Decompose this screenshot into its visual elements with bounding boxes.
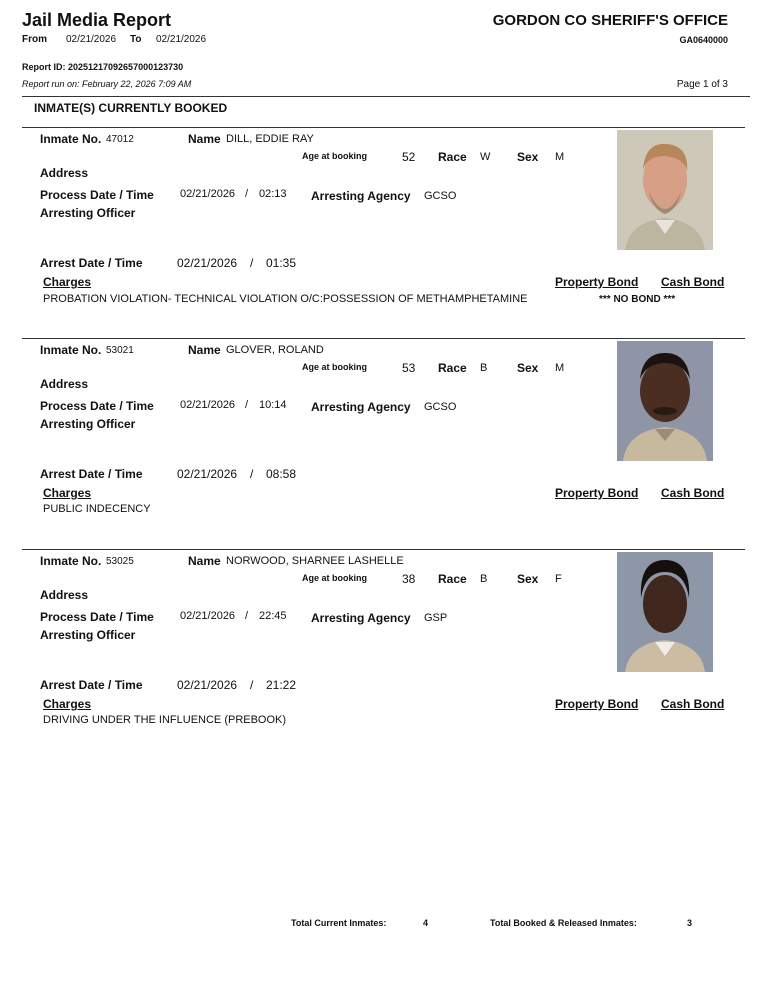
arrest-date: 02/21/2026 [177,256,238,270]
to-date: 02/21/2026 [156,34,207,45]
inmate-no-label: Inmate No. [40,132,102,146]
agency-label: Arresting Agency [311,611,411,625]
slash: / [245,399,249,411]
cash-bond-label: Cash Bond [661,697,725,711]
agency-name: GORDON CO SHERIFF'S OFFICE [492,12,728,29]
inmate-no: 47012 [106,134,134,145]
charge-text: PROBATION VIOLATION- TECHNICAL VIOLATION O/C:POSSESSION OF METHAMPHETAMINE [43,293,528,305]
process-label: Process Date / Time [40,610,154,624]
from-label: From [22,34,47,45]
arrest-label: Arrest Date / Time [40,678,143,692]
agency-value: GCSO [424,401,457,413]
officer-label: Arresting Officer [40,206,136,220]
agency-value: GSP [424,612,448,624]
process-time: 02:13 [259,188,287,200]
ori-code: GA0640000 [679,35,728,45]
address-label: Address [40,377,89,391]
slash: / [245,610,249,622]
age-label: Age at booking [302,362,367,372]
arrest-time: 08:58 [266,467,297,481]
process-date: 02/21/2026 [180,399,236,411]
race-label: Race [438,150,467,164]
arrest-label: Arrest Date / Time [40,467,143,481]
name-label: Name [188,343,221,357]
record-divider [22,549,745,550]
charge-text: PUBLIC INDECENCY [43,503,151,515]
sex-value: M [555,151,565,163]
address-label: Address [40,588,89,602]
race-value: B [480,362,488,374]
inmate-name: NORWOOD, SHARNEE LASHELLE [226,555,404,567]
name-label: Name [188,132,221,146]
inmate-no: 53025 [106,556,134,567]
slash: / [250,678,254,692]
inmate-no-label: Inmate No. [40,343,102,357]
mugshot-photo [617,552,713,672]
slash: / [250,467,254,481]
sex-label: Sex [517,361,539,375]
charge-text: DRIVING UNDER THE INFLUENCE (PREBOOK) [43,714,287,726]
age-value: 38 [402,572,416,586]
total-released-label: Total Booked & Released Inmates: [490,918,637,928]
arrest-time: 01:35 [266,256,297,270]
process-time: 22:45 [259,610,287,622]
mugshot-photo [617,341,713,461]
property-bond-label: Property Bond [555,275,639,289]
charges-label: Charges [43,697,92,711]
agency-label: Arresting Agency [311,400,411,414]
race-value: W [480,151,491,163]
race-value: B [480,573,488,585]
slash: / [245,188,249,200]
process-date: 02/21/2026 [180,610,236,622]
age-label: Age at booking [302,151,367,161]
record-divider [22,338,745,339]
cash-bond-label: Cash Bond [661,275,725,289]
age-value: 52 [402,150,416,164]
record-divider [22,127,745,128]
officer-label: Arresting Officer [40,417,136,431]
inmate-name: GLOVER, ROLAND [226,344,324,356]
page-number: Page 1 of 3 [676,79,728,90]
name-label: Name [188,554,221,568]
report-run: Report run on: February 22, 2026 7:09 AM [22,79,192,89]
process-label: Process Date / Time [40,399,154,413]
inmate-no-label: Inmate No. [40,554,102,568]
arrest-date: 02/21/2026 [177,467,238,481]
agency-value: GCSO [424,190,457,202]
total-current-value: 4 [423,918,429,928]
total-released-value: 3 [687,918,693,928]
inmate-name: DILL, EDDIE RAY [226,133,314,145]
charges-label: Charges [43,486,92,500]
age-value: 53 [402,361,416,375]
property-bond-label: Property Bond [555,697,639,711]
arrest-time: 21:22 [266,678,297,692]
mugshot-photo [617,130,713,250]
process-label: Process Date / Time [40,188,154,202]
cash-bond-label: Cash Bond [661,486,725,500]
inmate-no: 53021 [106,345,134,356]
charges-label: Charges [43,275,92,289]
property-bond-label: Property Bond [555,486,639,500]
report-title: Jail Media Report [22,10,172,30]
age-label: Age at booking [302,573,367,583]
officer-label: Arresting Officer [40,628,136,642]
arrest-label: Arrest Date / Time [40,256,143,270]
from-date: 02/21/2026 [66,34,117,45]
arrest-date: 02/21/2026 [177,678,238,692]
header-divider [22,96,750,97]
total-current-label: Total Current Inmates: [291,918,387,928]
agency-label: Arresting Agency [311,189,411,203]
process-time: 10:14 [259,399,287,411]
sex-value: F [555,573,562,585]
sex-value: M [555,362,565,374]
slash: / [250,256,254,270]
sex-label: Sex [517,150,539,164]
process-date: 02/21/2026 [180,188,236,200]
race-label: Race [438,361,467,375]
report-id: Report ID: 20251217092657000123730 [22,62,184,72]
address-label: Address [40,166,89,180]
race-label: Race [438,572,467,586]
to-label: To [130,34,142,45]
section-title: INMATE(S) CURRENTLY BOOKED [34,101,228,115]
bond-value: *** NO BOND *** [599,294,676,305]
sex-label: Sex [517,572,539,586]
